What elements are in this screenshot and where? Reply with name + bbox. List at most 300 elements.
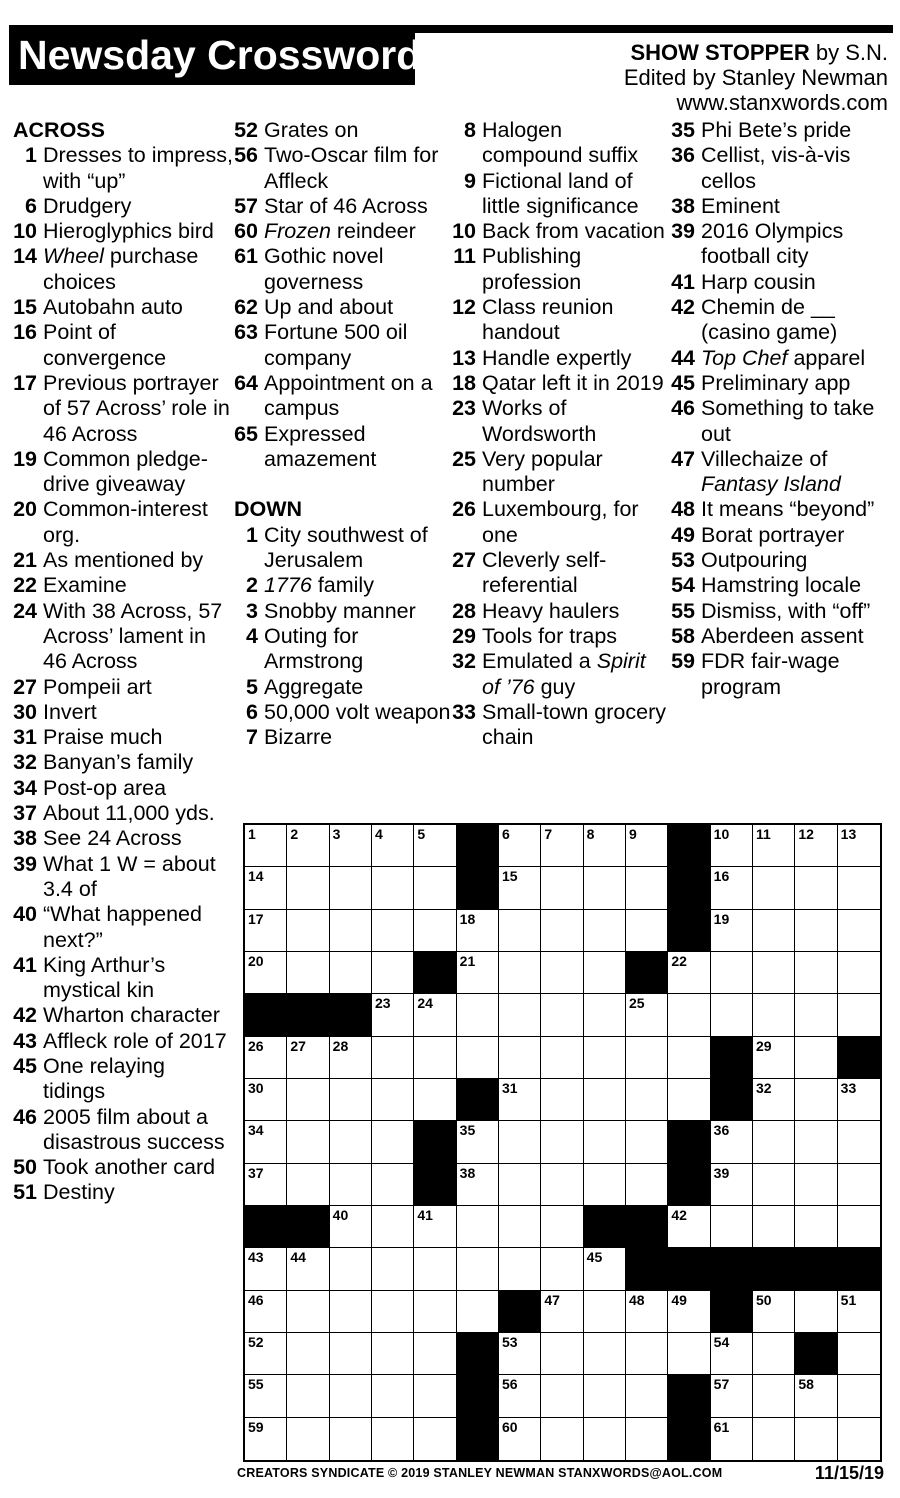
grid-cell[interactable] — [330, 1418, 372, 1460]
grid-cell[interactable] — [541, 952, 583, 994]
grid-cell[interactable] — [372, 1121, 414, 1163]
clue-text: Phi Bete’s pride — [701, 118, 852, 142]
grid-cell[interactable] — [584, 1121, 626, 1163]
grid-cell[interactable] — [372, 1037, 414, 1079]
grid-cell[interactable] — [287, 1333, 329, 1375]
grid-cell-number: 61 — [713, 1418, 730, 1435]
down-clue-32[interactable] — [452, 649, 667, 700]
across-clue-6[interactable] — [13, 194, 233, 219]
across-clue-20[interactable] — [13, 497, 233, 548]
grid-cell[interactable] — [795, 867, 837, 909]
grid-cell[interactable] — [245, 1037, 287, 1079]
grid-cell[interactable] — [626, 910, 668, 952]
grid-cell[interactable] — [584, 1037, 626, 1079]
grid-cell[interactable] — [838, 1291, 880, 1333]
down-clue-9[interactable] — [452, 169, 667, 220]
grid-cell[interactable] — [245, 825, 287, 867]
grid-cell[interactable] — [457, 1037, 499, 1079]
down-clue-28[interactable] — [452, 599, 667, 624]
grid-cell[interactable] — [372, 952, 414, 994]
grid-cell[interactable] — [584, 1375, 626, 1417]
grid-cell[interactable] — [372, 1333, 414, 1375]
grid-cell[interactable] — [584, 1333, 626, 1375]
grid-cell[interactable] — [753, 867, 795, 909]
grid-cell-number: 31 — [502, 1080, 518, 1096]
clue-text: Snobby manner — [264, 598, 416, 623]
grid-cell[interactable] — [245, 1248, 287, 1290]
grid-cell[interactable] — [330, 1248, 372, 1290]
grid-cell[interactable] — [330, 1037, 372, 1079]
down-clue-48[interactable] — [671, 497, 886, 522]
grid-cell[interactable] — [795, 825, 837, 867]
down-clue-55[interactable] — [671, 599, 886, 624]
across-clue-22[interactable] — [13, 573, 233, 598]
across-clue-50[interactable] — [13, 1155, 233, 1180]
grid-cell[interactable] — [753, 1291, 795, 1333]
grid-cell[interactable] — [287, 952, 329, 994]
grid-cell[interactable] — [414, 1375, 456, 1417]
grid-cell[interactable] — [584, 994, 626, 1036]
grid-cell[interactable] — [330, 1206, 372, 1248]
grid-cell[interactable] — [626, 1164, 668, 1206]
down-clue-27[interactable] — [452, 548, 667, 599]
grid-cell[interactable] — [541, 1333, 583, 1375]
down-clue-54[interactable] — [671, 573, 886, 598]
grid-cell[interactable] — [287, 1121, 329, 1163]
down-clue-44[interactable] — [671, 346, 886, 371]
grid-cell[interactable] — [330, 910, 372, 952]
grid-cell[interactable] — [584, 867, 626, 909]
grid-cell[interactable] — [838, 1079, 880, 1121]
down-clue-4[interactable] — [234, 624, 459, 675]
grid-cell[interactable] — [711, 994, 753, 1036]
grid-cell[interactable] — [838, 910, 880, 952]
across-clue-52[interactable] — [234, 118, 459, 143]
grid-cell[interactable] — [541, 1418, 583, 1460]
grid-cell[interactable] — [541, 1121, 583, 1163]
grid-cell[interactable] — [838, 1418, 880, 1460]
grid-cell[interactable] — [457, 994, 499, 1036]
grid-cell[interactable] — [626, 825, 668, 867]
grid-cell[interactable] — [245, 1418, 287, 1460]
grid-cell[interactable] — [499, 994, 541, 1036]
grid-cell[interactable] — [414, 1206, 456, 1248]
across-clue-41[interactable] — [13, 953, 233, 1004]
grid-cell-number: 25 — [629, 995, 645, 1012]
down-clue-7[interactable] — [234, 725, 459, 750]
down-clue-10[interactable] — [452, 219, 667, 244]
grid-cell[interactable] — [753, 994, 795, 1036]
grid-cell[interactable] — [711, 952, 753, 994]
grid-cell[interactable] — [499, 1164, 541, 1206]
grid-cell[interactable] — [711, 1121, 753, 1163]
across-clue-57[interactable] — [234, 194, 459, 219]
grid-cell[interactable] — [795, 910, 837, 952]
grid-cell[interactable] — [372, 1375, 414, 1417]
down-clue-13[interactable] — [452, 346, 667, 371]
across-clue-38[interactable] — [13, 826, 233, 851]
grid-cell[interactable] — [287, 1248, 329, 1290]
down-clue-8[interactable] — [452, 118, 667, 169]
grid-cell[interactable] — [711, 825, 753, 867]
down-clue-49[interactable] — [671, 523, 886, 548]
grid-cell[interactable] — [668, 994, 710, 1036]
grid-cell[interactable] — [245, 1164, 287, 1206]
grid-cell[interactable] — [795, 1375, 837, 1417]
grid-cell[interactable] — [626, 1037, 668, 1079]
grid-cell[interactable] — [330, 952, 372, 994]
grid-cell[interactable] — [668, 1079, 710, 1121]
down-clue-39[interactable] — [671, 219, 886, 270]
grid-cell[interactable] — [838, 1164, 880, 1206]
grid-cell[interactable] — [753, 825, 795, 867]
grid-cell[interactable] — [584, 825, 626, 867]
clue-number: 46 — [671, 396, 695, 421]
grid-cell[interactable] — [499, 1375, 541, 1417]
across-clue-62[interactable] — [234, 295, 459, 320]
across-clue-30[interactable] — [13, 700, 233, 725]
grid-cell[interactable] — [541, 994, 583, 1036]
grid-cell[interactable] — [330, 1079, 372, 1121]
across-clue-15[interactable] — [13, 295, 233, 320]
grid-cell[interactable] — [753, 1206, 795, 1248]
grid-cell[interactable] — [541, 1248, 583, 1290]
grid-cell[interactable] — [414, 994, 456, 1036]
clue-text: Up and about — [264, 295, 394, 320]
grid-cell[interactable] — [838, 1375, 880, 1417]
grid-cell[interactable] — [457, 1121, 499, 1163]
grid-cell[interactable] — [414, 1248, 456, 1290]
grid-cell[interactable] — [711, 1164, 753, 1206]
grid-cell[interactable] — [838, 1121, 880, 1163]
grid-cell[interactable] — [372, 1248, 414, 1290]
across-clue-14[interactable] — [13, 244, 233, 295]
grid-cell[interactable] — [584, 952, 626, 994]
grid-cell[interactable] — [541, 910, 583, 952]
grid-cell[interactable] — [584, 1248, 626, 1290]
grid-cell[interactable] — [372, 1079, 414, 1121]
grid-cell[interactable] — [245, 1333, 287, 1375]
clue-number: 65 — [234, 421, 258, 446]
clue-number: 36 — [671, 143, 695, 168]
grid-cell[interactable] — [541, 1164, 583, 1206]
clue-number: 13 — [452, 345, 476, 370]
grid-cell[interactable] — [330, 867, 372, 909]
down-clue-33[interactable] — [452, 700, 667, 751]
grid-cell[interactable] — [795, 994, 837, 1036]
down-clue-46[interactable] — [671, 396, 886, 447]
across-clue-43[interactable] — [13, 1029, 233, 1054]
across-clue-61[interactable] — [234, 244, 459, 295]
grid-cell[interactable] — [245, 867, 287, 909]
grid-cell[interactable] — [753, 910, 795, 952]
grid-cell[interactable] — [372, 910, 414, 952]
grid-cell[interactable] — [753, 1037, 795, 1079]
across-clue-39[interactable] — [13, 852, 233, 903]
down-clue-36[interactable] — [671, 143, 886, 194]
across-clue-19[interactable] — [13, 447, 233, 498]
website[interactable]: www.stanxwords.com — [676, 90, 888, 115]
clue-number: 32 — [452, 649, 476, 674]
grid-cell[interactable] — [457, 1164, 499, 1206]
down-clue-45[interactable] — [671, 371, 886, 396]
down-clue-58[interactable] — [671, 624, 886, 649]
grid-cell[interactable] — [330, 1164, 372, 1206]
across-clue-46[interactable] — [13, 1105, 233, 1156]
down-clue-18[interactable] — [452, 371, 667, 396]
grid-cell[interactable] — [753, 1333, 795, 1375]
clue-text: Hieroglyphics bird — [43, 219, 214, 244]
across-clue-32[interactable] — [13, 750, 233, 775]
clue-number: 5 — [246, 674, 258, 699]
grid-cell[interactable] — [795, 1037, 837, 1079]
down-clue-42[interactable] — [671, 295, 886, 346]
across-clue-64[interactable] — [234, 371, 459, 422]
grid-cell[interactable] — [499, 1206, 541, 1248]
grid-cell[interactable] — [499, 910, 541, 952]
grid-cell[interactable] — [711, 910, 753, 952]
grid-cell[interactable] — [626, 1333, 668, 1375]
grid-cell[interactable] — [499, 1418, 541, 1460]
grid-cell[interactable] — [414, 1333, 456, 1375]
grid-cell[interactable] — [668, 952, 710, 994]
grid-cell[interactable] — [245, 1291, 287, 1333]
grid-cell[interactable] — [245, 1375, 287, 1417]
grid-cell[interactable] — [711, 1418, 753, 1460]
down-clue-3[interactable] — [234, 599, 459, 624]
down-clue-23[interactable] — [452, 396, 667, 447]
across-clue-65[interactable] — [234, 422, 459, 473]
grid-cell[interactable] — [245, 1121, 287, 1163]
across-clue-60[interactable] — [234, 219, 459, 244]
grid-cell[interactable] — [287, 867, 329, 909]
grid-cell[interactable] — [795, 1121, 837, 1163]
grid-cell[interactable] — [499, 1079, 541, 1121]
grid-cell[interactable] — [626, 1418, 668, 1460]
grid-cell[interactable] — [287, 1079, 329, 1121]
across-clue-1[interactable] — [13, 143, 233, 194]
grid-cell[interactable] — [541, 1206, 583, 1248]
down-clue-41[interactable] — [671, 270, 886, 295]
grid-cell-number: 8 — [586, 826, 595, 842]
grid-cell[interactable] — [414, 1291, 456, 1333]
editor: Edited by Stanley Newman — [623, 65, 888, 90]
clue-number: 53 — [671, 548, 695, 573]
grid-cell[interactable] — [499, 867, 541, 909]
down-clue-26[interactable] — [452, 497, 667, 548]
grid-cell[interactable] — [330, 1333, 372, 1375]
grid-cell[interactable] — [838, 1206, 880, 1248]
clue-number: 59 — [671, 649, 695, 674]
grid-cell[interactable] — [499, 1333, 541, 1375]
grid-cell[interactable] — [753, 1164, 795, 1206]
crossword-grid[interactable] — [243, 823, 882, 1462]
grid-cell[interactable] — [372, 825, 414, 867]
down-clue-12[interactable] — [452, 295, 667, 346]
across-clue-21[interactable] — [13, 548, 233, 573]
grid-cell-number: 39 — [713, 1164, 730, 1181]
grid-cell[interactable] — [838, 952, 880, 994]
grid-cell[interactable] — [626, 1121, 668, 1163]
grid-cell[interactable] — [457, 1248, 499, 1290]
down-clue-11[interactable] — [452, 244, 667, 295]
grid-cell[interactable] — [287, 1418, 329, 1460]
across-clue-34[interactable] — [13, 776, 233, 801]
grid-cell[interactable] — [753, 1375, 795, 1417]
grid-cell[interactable] — [584, 1291, 626, 1333]
grid-cell[interactable] — [668, 1291, 710, 1333]
grid-cell[interactable] — [372, 867, 414, 909]
down-clue-59[interactable] — [671, 649, 886, 700]
grid-cell[interactable] — [626, 994, 668, 1036]
grid-cell[interactable] — [457, 952, 499, 994]
grid-cell[interactable] — [541, 1037, 583, 1079]
grid-cell[interactable] — [541, 1291, 583, 1333]
grid-black-square — [711, 1248, 753, 1290]
grid-cell[interactable] — [838, 825, 880, 867]
down-clue-53[interactable] — [671, 548, 886, 573]
grid-cell[interactable] — [287, 910, 329, 952]
grid-cell[interactable] — [584, 1079, 626, 1121]
grid-cell[interactable] — [541, 1375, 583, 1417]
grid-cell[interactable] — [372, 1164, 414, 1206]
across-clue-42[interactable] — [13, 1003, 233, 1028]
grid-cell[interactable] — [287, 1037, 329, 1079]
grid-cell[interactable] — [372, 994, 414, 1036]
grid-black-square — [457, 1375, 499, 1417]
grid-cell-number: 26 — [248, 1037, 264, 1054]
down-clue-6[interactable] — [234, 700, 459, 725]
across-clue-63[interactable] — [234, 320, 459, 371]
down-clue-38[interactable] — [671, 194, 886, 219]
across-clue-37[interactable] — [13, 801, 233, 826]
across-clue-24[interactable] — [13, 599, 233, 675]
down-clue-5[interactable] — [234, 675, 459, 700]
grid-cell[interactable] — [287, 1164, 329, 1206]
grid-cell[interactable] — [626, 867, 668, 909]
grid-cell[interactable] — [414, 1079, 456, 1121]
grid-cell[interactable] — [457, 910, 499, 952]
grid-cell[interactable] — [499, 825, 541, 867]
clue-number: 35 — [671, 118, 695, 142]
grid-cell[interactable] — [626, 1375, 668, 1417]
grid-cell[interactable] — [711, 1333, 753, 1375]
grid-cell[interactable] — [795, 1164, 837, 1206]
across-clue-40[interactable] — [13, 902, 233, 953]
grid-cell[interactable] — [541, 1079, 583, 1121]
clue-number: 38 — [13, 826, 37, 851]
grid-cell[interactable] — [668, 1037, 710, 1079]
grid-cell[interactable] — [711, 867, 753, 909]
clue-text: Eminent — [701, 193, 780, 218]
grid-cell[interactable] — [245, 1079, 287, 1121]
grid-cell-number: 7 — [544, 826, 553, 842]
grid-cell[interactable] — [457, 1206, 499, 1248]
grid-cell[interactable] — [414, 1037, 456, 1079]
clue-text: Common pledge-drive giveaway — [43, 446, 208, 497]
down-clue-35[interactable] — [671, 118, 886, 143]
across-clue-31[interactable] — [13, 725, 233, 750]
grid-cell[interactable] — [668, 1206, 710, 1248]
down-clue-29[interactable] — [452, 624, 667, 649]
grid-cell[interactable] — [584, 1164, 626, 1206]
grid-cell[interactable] — [668, 1333, 710, 1375]
down-clue-25[interactable] — [452, 447, 667, 498]
across-clue-51[interactable] — [13, 1180, 233, 1205]
grid-cell[interactable] — [838, 994, 880, 1036]
grid-cell[interactable] — [753, 1418, 795, 1460]
grid-cell[interactable] — [245, 952, 287, 994]
grid-cell[interactable] — [541, 825, 583, 867]
grid-cell[interactable] — [499, 952, 541, 994]
grid-cell[interactable] — [287, 825, 329, 867]
grid-cell[interactable] — [372, 1291, 414, 1333]
grid-cell[interactable] — [584, 1418, 626, 1460]
across-clue-16[interactable] — [13, 320, 233, 371]
grid-cell[interactable] — [499, 1121, 541, 1163]
grid-cell[interactable] — [330, 1291, 372, 1333]
grid-cell[interactable] — [457, 1291, 499, 1333]
clue-number: 55 — [671, 598, 695, 623]
grid-cell[interactable] — [541, 867, 583, 909]
grid-cell[interactable] — [499, 1248, 541, 1290]
down-clue-1[interactable] — [234, 523, 459, 574]
grid-cell[interactable] — [287, 1291, 329, 1333]
grid-cell[interactable] — [584, 910, 626, 952]
grid-black-square — [668, 1375, 710, 1417]
grid-cell[interactable] — [414, 910, 456, 952]
grid-cell[interactable] — [838, 1333, 880, 1375]
grid-cell[interactable] — [753, 952, 795, 994]
grid-cell[interactable] — [245, 910, 287, 952]
grid-cell[interactable] — [795, 1206, 837, 1248]
grid-cell[interactable] — [711, 1375, 753, 1417]
down-clue-2[interactable] — [234, 573, 459, 598]
clue-text: Dresses to impress, with “up” — [43, 143, 233, 193]
across-clue-27[interactable] — [13, 675, 233, 700]
grid-cell[interactable] — [753, 1079, 795, 1121]
grid-cell[interactable] — [372, 1206, 414, 1248]
grid-cell[interactable] — [414, 867, 456, 909]
across-clue-45[interactable] — [13, 1054, 233, 1105]
across-clue-10[interactable] — [13, 219, 233, 244]
grid-cell[interactable] — [838, 867, 880, 909]
grid-cell[interactable] — [330, 1121, 372, 1163]
across-clue-17[interactable] — [13, 371, 233, 447]
grid-cell[interactable] — [795, 1291, 837, 1333]
across-clue-56[interactable] — [234, 143, 459, 194]
grid-cell-number: 52 — [248, 1334, 264, 1350]
grid-cell[interactable] — [287, 1375, 329, 1417]
grid-cell[interactable] — [795, 952, 837, 994]
grid-cell[interactable] — [795, 1418, 837, 1460]
grid-cell-number: 42 — [671, 1207, 687, 1223]
grid-cell[interactable] — [330, 825, 372, 867]
grid-cell[interactable] — [626, 1291, 668, 1333]
grid-cell[interactable] — [795, 1079, 837, 1121]
grid-cell[interactable] — [414, 1418, 456, 1460]
down-clue-47[interactable] — [671, 447, 886, 498]
grid-cell[interactable] — [753, 1121, 795, 1163]
grid-cell[interactable] — [499, 1037, 541, 1079]
grid-cell[interactable] — [711, 1206, 753, 1248]
grid-cell[interactable] — [626, 1079, 668, 1121]
grid-cell[interactable] — [372, 1418, 414, 1460]
grid-cell-number: 22 — [671, 953, 687, 969]
clue-number: 21 — [13, 548, 37, 573]
grid-cell[interactable] — [414, 825, 456, 867]
grid-cell[interactable] — [330, 1375, 372, 1417]
